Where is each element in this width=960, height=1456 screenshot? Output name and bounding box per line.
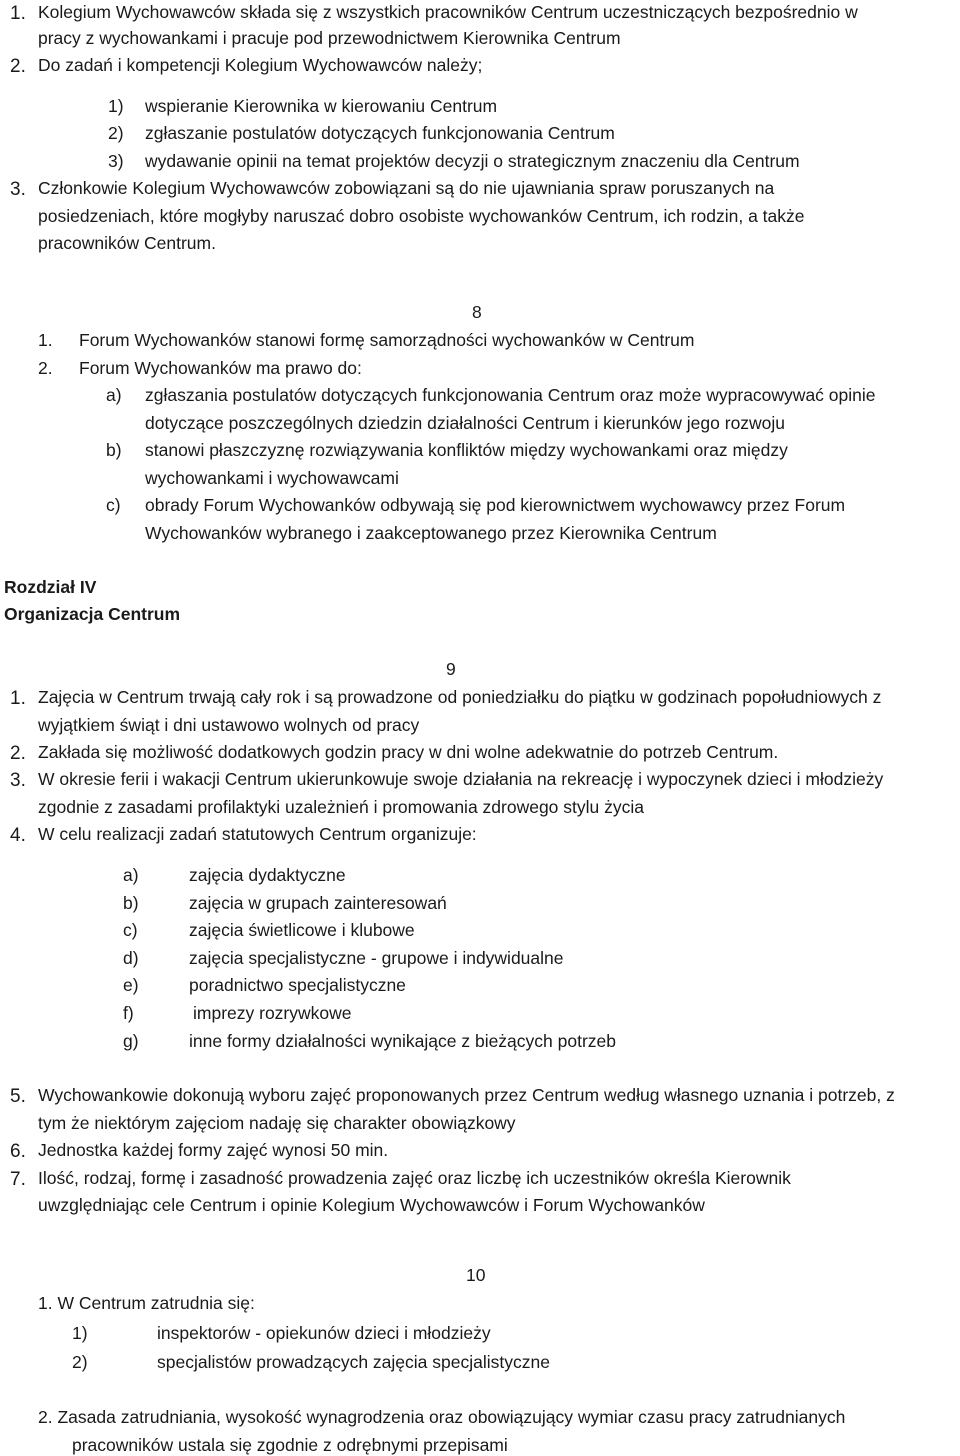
s9-p3-line1: W okresie ferii i wakacji Centrum ukierunkowuje swoje działania na rekreację i wypoczynek dzieci i młodzieży — [38, 769, 884, 789]
s7-item1-text: wspieranie Kierownika w kierowaniu Centrum — [145, 96, 498, 116]
s8-item-c-number: c) — [106, 495, 121, 515]
s9-p1-line2: wyjątkiem świąt i dni ustawowo wolnych od pracy — [38, 715, 420, 735]
s9-list-c-text: zajęcia świetlicowe i klubowe — [189, 920, 415, 940]
s7-item1-number: 1) — [108, 96, 124, 116]
s7-item3-number: 3) — [108, 151, 124, 171]
s9-p5-line2: tym że niektórym zajęciom nadaję się charakter obowiązkowy — [38, 1113, 516, 1133]
s9-p7-line1: Ilość, rodzaj, formę i zasadność prowadzenia zajęć oraz liczbę ich uczestników określa Kierownik — [38, 1168, 791, 1188]
s9-list-b-number: b) — [123, 893, 139, 913]
s7-p2-text: Do zadań i kompetencji Kolegium Wychowawców należy; — [38, 55, 483, 75]
s9-list-f-number: f) — [123, 1003, 134, 1023]
s9-list-d-text: zajęcia specjalistyczne - grupowe i indywidualne — [189, 948, 564, 968]
s9-p7-line2: uwzględniając cele Centrum i opinie Kolegium Wychowawców i Forum Wychowanków — [38, 1195, 705, 1215]
s9-p4-number: 4. — [10, 825, 26, 846]
s9-p6-line1: Jednostka każdej formy zajęć wynosi 50 min. — [38, 1140, 389, 1160]
s8-item-b-line2: wychowankami i wychowawcami — [145, 468, 399, 488]
section-9-heading: 9 — [446, 659, 456, 679]
s10-item2-number: 2) — [72, 1352, 88, 1372]
s7-item3-text: wydawanie opinii na temat projektów decyzji o strategicznym znaczeniu dla Centrum — [145, 151, 800, 171]
s9-p2-line1: Zakłada się możliwość dodatkowych godzin pracy w dni wolne adekwatnie do potrzeb Centrum. — [38, 742, 779, 762]
chapter-title: Organizacja Centrum — [4, 604, 181, 624]
s7-p2-number: 2. — [10, 56, 26, 77]
s9-list-b-text: zajęcia w grupach zainteresowań — [189, 893, 447, 913]
s9-p7-number: 7. — [10, 1169, 26, 1190]
s9-p1-line1: Zajęcia w Centrum trwają cały rok i są prowadzone od poniedziałku do piątku w godzinach popołudniowych z — [38, 687, 882, 707]
s9-list-g-text: inne formy działalności wynikające z bieżących potrzeb — [189, 1031, 617, 1051]
s7-item2-number: 2) — [108, 123, 124, 143]
s8-p2-text: Forum Wychowanków ma prawo do: — [79, 358, 362, 378]
s8-p1-text: Forum Wychowanków stanowi formę samorządności wychowanków w Centrum — [79, 330, 695, 350]
s9-list-e-number: e) — [123, 975, 139, 995]
s10-item2-text: specjalistów prowadzących zajęcia specjalistyczne — [157, 1352, 550, 1372]
s9-p5-line1: Wychowankowie dokonują wyboru zajęć proponowanych przez Centrum według własnego uznania i potrzeb, z — [38, 1085, 895, 1105]
s9-p2-number: 2. — [10, 743, 26, 764]
s10-p2-line1: 2. Zasada zatrudniania, wysokość wynagrodzenia oraz obowiązujący wymiar czasu pracy zatrudnianych — [38, 1407, 846, 1427]
s9-list-f-text: imprezy rozrywkowe — [193, 1003, 352, 1023]
s10-item1-number: 1) — [72, 1323, 88, 1343]
s7-p3-line1: Członkowie Kolegium Wychowawców zobowiązani są do nie ujawniania spraw poruszanych na — [38, 178, 775, 198]
s9-p6-number: 6. — [10, 1141, 26, 1162]
s8-item-b-number: b) — [106, 440, 122, 460]
s7-p3-number: 3. — [10, 179, 26, 200]
s9-p3-line2: zgodnie z zasadami profilaktyki uzależnień i promowania zdrowego stylu życia — [38, 797, 644, 817]
s8-item-a-number: a) — [106, 385, 122, 405]
s9-list-c-number: c) — [123, 920, 138, 940]
s7-p1-line2: pracy z wychowankami i pracuje pod przewodnictwem Kierownika Centrum — [38, 28, 621, 48]
s7-p3-line3: pracowników Centrum. — [38, 233, 216, 253]
s7-p1-line1: Kolegium Wychowawców składa się z wszystkich pracowników Centrum uczestniczących bezpośrednio w — [38, 2, 858, 22]
section-8-heading: 8 — [472, 302, 482, 322]
s9-list-g-number: g) — [123, 1031, 139, 1051]
s9-list-a-number: a) — [123, 865, 139, 885]
s10-item1-text: inspektorów - opiekunów dzieci i młodzieży — [157, 1323, 491, 1343]
s7-p3-line2: posiedzeniach, które mogłyby naruszać dobro osobiste wychowanków Centrum, ich rodzin, a także — [38, 206, 805, 226]
s8-item-b-line1: stanowi płaszczyznę rozwiązywania konfliktów między wychowankami oraz między — [145, 440, 788, 460]
s9-list-d-number: d) — [123, 948, 139, 968]
s8-p2-number: 2. — [38, 358, 53, 378]
s8-item-a-line2: dotyczące poszczególnych dziedzin działalności Centrum i kierunków jego rozwoju — [145, 413, 786, 433]
s8-p1-number: 1. — [38, 330, 53, 350]
chapter-number: Rozdział IV — [4, 577, 97, 597]
s9-p4-line1: W celu realizacji zadań statutowych Centrum organizuje: — [38, 824, 477, 844]
s7-item2-text: zgłaszanie postulatów dotyczących funkcjonowania Centrum — [145, 123, 615, 143]
s10-p2-line2: pracowników ustala się zgodnie z odrębnymi przepisami — [72, 1435, 508, 1455]
s8-item-a-line1: zgłaszania postulatów dotyczących funkcjonowania Centrum oraz może wypracowywać opinie — [145, 385, 876, 405]
s8-item-c-line1: obrady Forum Wychowanków odbywają się pod kierownictwem wychowawcy przez Forum — [145, 495, 846, 515]
s9-p3-number: 3. — [10, 770, 26, 791]
s9-list-a-text: zajęcia dydaktyczne — [189, 865, 346, 885]
s7-p1-number: 1. — [10, 3, 26, 24]
s10-p1-text: 1. W Centrum zatrudnia się: — [38, 1293, 255, 1313]
s9-list-e-text: poradnictwo specjalistyczne — [189, 975, 406, 995]
s9-p1-number: 1. — [10, 688, 26, 709]
s9-p5-number: 5. — [10, 1086, 26, 1107]
section-10-heading: 10 — [466, 1265, 486, 1285]
s8-item-c-line2: Wychowanków wybranego i zaakceptowanego przez Kierownika Centrum — [145, 523, 717, 543]
